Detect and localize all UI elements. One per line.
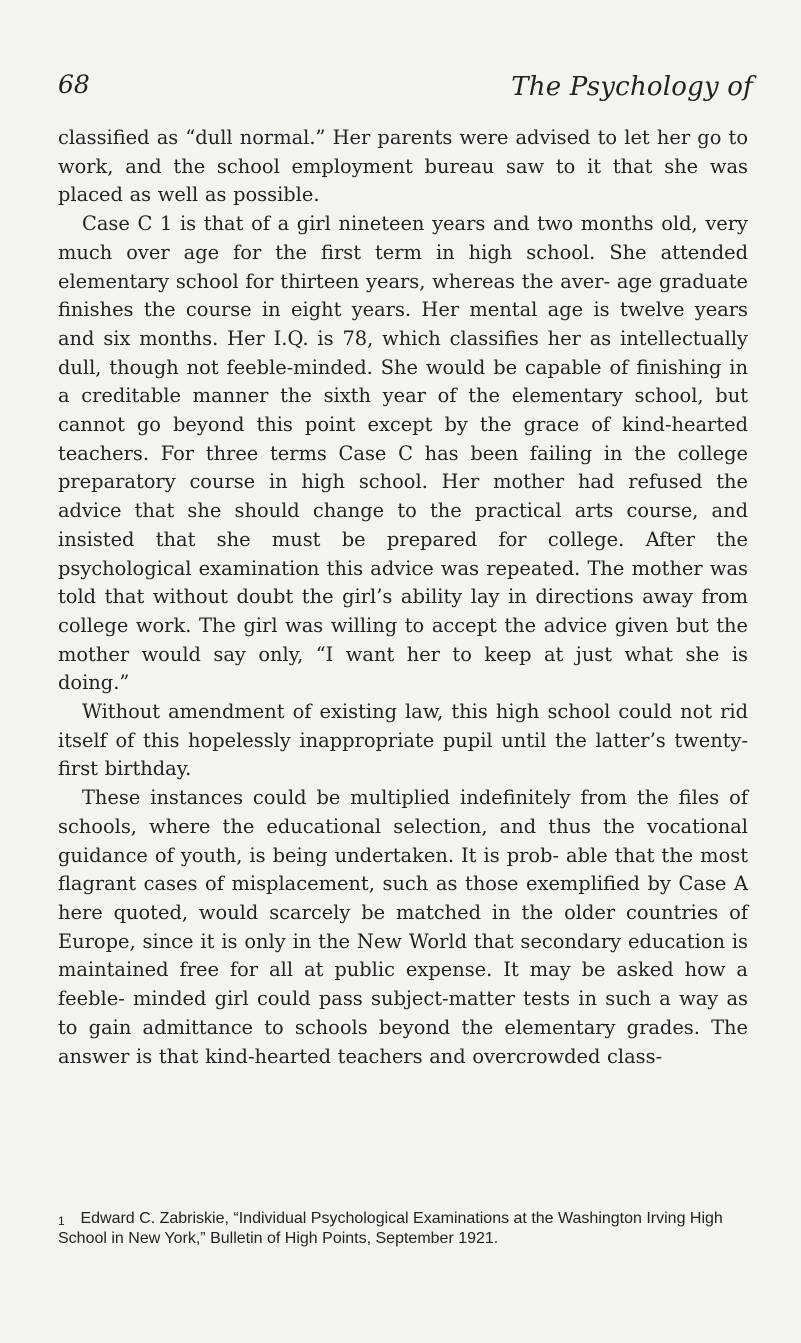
running-head: The Psychology of [511,72,753,102]
footnote-text: Edward C. Zabriskie, “Individual Psychological Examinations at the Washington Irving High School in New York,” Bulletin of High Points, September 1921. [58,1210,723,1247]
footnote [58,1209,748,1249]
body-text [58,124,748,1071]
paragraph-1: classified as “dull normal.” Her parents were advised to let her go to work, and the school employment bureau saw to it that she was placed as well as possible. [58,126,748,207]
paragraph-2: Case C 1 is that of a girl nineteen years and two months old, very much over age for the first term in high school. She attended elementary school for thirteen years, whereas the aver- age graduate finishes the course in eight years. Her mental age is twelve years and six months. Her I.Q. is 78, which classifies her as intellectually dull, though not feeble-minded. She would be capable of finishing in a creditable manner the sixth year of the elementary school, but cannot go beyond this point except by the grace of kind-hearted teachers. For three terms Case C has been failing in the college preparatory course in high school. Her mother had refused the advice that she should change to the practical arts course, and insisted that she must be prepared for college. After the psychological examination this advice was repeated. The mother was told that without doubt the girl’s ability lay in directions away from college work. The girl was willing to accept the advice given but the mother would say only, “I want her to keep at just what she is doing.” [58,212,748,695]
footnote-number: 1 [58,1214,65,1228]
paragraph-4: These instances could be multiplied indefinitely from the files of schools, where the educational selection, and thus the vocational guidance of youth, is being undertaken. It is prob- able that the most flagrant cases of misplacement, such as those exemplified by Case A here quoted, would scarcely be matched in the older countries of Europe, since it is only in the New World that secondary education is maintained free for all at public expense. It may be asked how a feeble- minded girl could pass subject-matter tests in such a way as to gain admittance to schools beyond the elementary grades. The answer is that kind-hearted teachers and overcrowded class- [58,786,748,1068]
page-number: 68 [58,70,90,99]
paragraph-3: Without amendment of existing law, this high school could not rid itself of this hopelessly inappropriate pupil until the latter’s twenty-first birthday. [58,700,748,781]
